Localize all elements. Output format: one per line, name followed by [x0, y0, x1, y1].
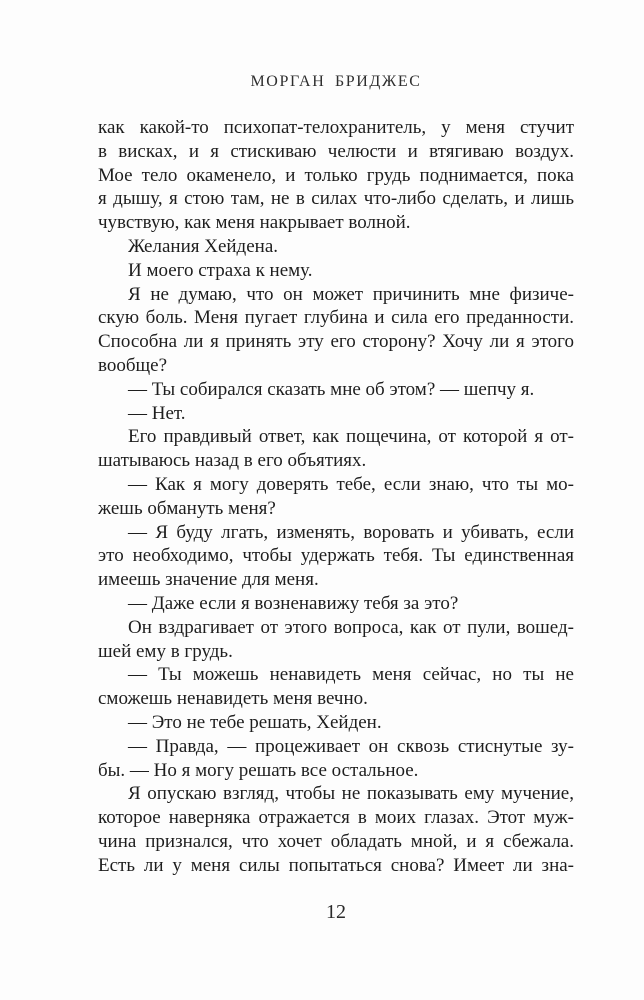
text-line: [98, 521, 574, 545]
text-line: [98, 473, 574, 497]
text-line: [98, 449, 574, 473]
text-line-content: Способна ли я принять эту его сторону? Хочу ли я этого: [98, 331, 574, 353]
text-line: [98, 330, 574, 354]
text-line-content: Мое тело окаменело, и только грудь поднимается, пока: [98, 164, 574, 186]
text-line: [98, 354, 574, 378]
text-line-content: бы. — Но я могу решать все остальное.: [98, 759, 419, 781]
text-line-content: это необходимо, чтобы удержать тебя. Ты единственная: [98, 545, 574, 567]
text-line: [98, 782, 574, 806]
text-line-content: И моего страха к нему.: [128, 259, 313, 281]
text-line: [98, 306, 574, 330]
text-line-content: — Нет.: [128, 402, 186, 424]
text-line: [98, 759, 574, 783]
text-line: [98, 402, 574, 426]
page-number: 12: [326, 901, 346, 923]
text-line-content: которое наверняка отражается в моих глазах. Этот муж-: [98, 807, 574, 829]
text-line: [98, 568, 574, 592]
text-line-content: Он вздрагивает от этого вопроса, как от пули, вошед-: [128, 616, 574, 638]
text-line: [98, 806, 574, 830]
text-line-content: — Я буду лгать, изменять, воровать и убивать, если: [128, 521, 574, 543]
text-line-content: сможешь ненавидеть меня вечно.: [98, 688, 368, 710]
text-line-content: — Это не тебе решать, Хейден.: [128, 711, 382, 733]
text-line: [98, 711, 574, 735]
text-line: [98, 116, 574, 140]
text-line-content: Его правдивый ответ, как пощечина, от которой я от-: [128, 426, 574, 448]
text-line: [98, 235, 574, 259]
text-line: [98, 283, 574, 307]
text-line-content: Желания Хейдена.: [128, 235, 279, 257]
text-line: [98, 687, 574, 711]
text-line: [98, 830, 574, 854]
text-line-content: Я опускаю взгляд, чтобы не показывать ему мучение,: [128, 783, 574, 805]
text-line: [98, 211, 574, 235]
text-line-content: — Как я могу доверять тебе, если знаю, что ты мо-: [128, 473, 574, 495]
text-line-content: имеешь значение для меня.: [98, 569, 319, 591]
text-line-content: шатываюсь назад в его объятиях.: [98, 450, 367, 472]
text-line-content: как какой-то психопат-телохранитель, у меня стучит: [98, 117, 574, 138]
text-line: [98, 187, 574, 211]
text-line-content: в висках, и я стискиваю челюсти и втягиваю воздух.: [98, 140, 574, 162]
text-line-content: шей ему в грудь.: [98, 640, 233, 662]
text-line: [98, 497, 574, 521]
text-line-content: — Ты собирался сказать мне об этом? — шепчу я.: [128, 378, 535, 400]
text-line: [98, 592, 574, 616]
text-line: [98, 663, 574, 687]
text-line: [98, 259, 574, 283]
text-line-content: я дышу, я стою там, не в силах что-либо сделать, и лишь: [98, 188, 574, 210]
text-line-content: скую боль. Меня пугает глубина и сила его преданности.: [98, 307, 574, 329]
text-line-content: Есть ли у меня силы попытаться снова? Имеет ли зна-: [98, 854, 574, 876]
text-line: [98, 735, 574, 759]
text-line: [98, 544, 574, 568]
text-line: [98, 140, 574, 164]
text-line-content: — Правда, — процеживает он сквозь стиснутые зу-: [128, 735, 574, 757]
text-line-content: — Ты можешь ненавидеть меня сейчас, но ты не: [128, 664, 574, 686]
text-line-content: жешь обмануть меня?: [98, 497, 276, 519]
text-line-content: — Даже если я возненавижу тебя за это?: [128, 592, 459, 614]
text-line-content: Я не думаю, что он может причинить мне физиче-: [128, 283, 574, 305]
text-line: [98, 425, 574, 449]
text-line: [98, 854, 574, 878]
text-line: [98, 640, 574, 664]
text-line: [98, 616, 574, 640]
text-line-content: чувствую, как меня накрывает волной.: [98, 212, 411, 234]
text-line-content: чина признался, что хочет обладать мной, и я сбежала.: [98, 830, 574, 852]
text-line: [98, 164, 574, 188]
text-line-content: вообще?: [98, 354, 168, 376]
text-line: [98, 378, 574, 402]
running-header: МОРГАН БРИДЖЕС: [250, 73, 422, 90]
body-text: [98, 116, 574, 878]
